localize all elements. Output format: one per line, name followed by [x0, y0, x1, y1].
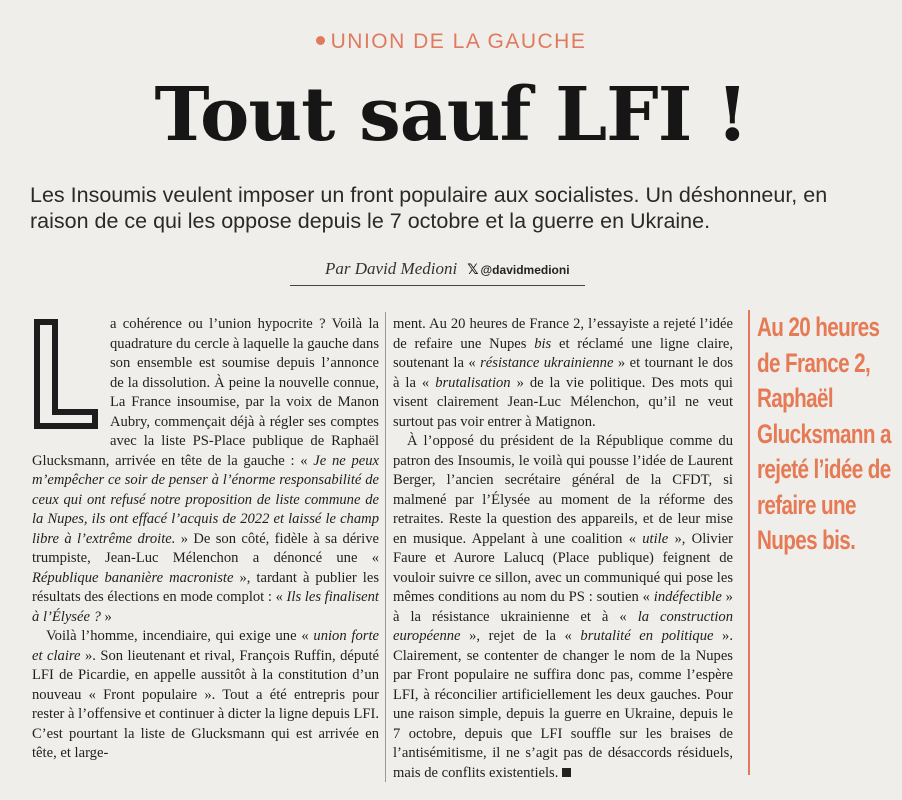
end-mark-icon	[562, 768, 571, 777]
dropcap	[32, 317, 102, 442]
col1-paragraph-1: a cohérence ou l’union hypocrite ? Voilà la quadrature du cercle à laquelle la gauche dans son ensemble est soumise depuis l’annonce de la dissolution. À peine la nouvelle connue, La France insoumise, par la voix de Manon Aubry, commençait déjà à régler ses comptes avec la liste PS-Place publique de Raphaël Glucksmann, arrivée en tête de la gauche : « Je ne peux m’empêcher ce soir de penser à l’énorme responsabilité de ceux qui ont refusé notre proposition de liste commune de la Nupes, ils ont effacé l’acquis de 2022 et laissé le champ libre à l’extrême droite. » De son côté, fidèle à sa dérive trumpiste, Jean-Luc Mélenchon a dénoncé une « République bananière macroniste », tardant à publier les résultats des élections en mode complot : « Ils les finalisent à l’Élysée ? »	[32, 316, 379, 625]
byline-author: Par David Medioni	[325, 259, 458, 278]
col1-paragraph-2: Voilà l’homme, incendiaire, qui exige une « union forte et claire ». Son lieutenant et rival, François Ruffin, député LFI de Picardie, en appelle aussitôt à la constitution d’un nouveau « Front populaire ». Tout a été entrepris pour rester à l’offensive et continuer à dicter la ligne depuis LFI. C’est pourtant la liste de Glucksmann qui est arrivée en tête, et large-	[32, 628, 380, 761]
pull-quote	[748, 310, 902, 775]
byline-divider	[290, 285, 585, 286]
rubric	[0, 30, 902, 54]
byline	[325, 259, 570, 279]
x-logo-icon[interactable]: 𝕏	[467, 262, 479, 278]
deck: Les Insoumis veulent imposer un front populaire aux socialistes. Un déshonneur, en raison de ce qui les oppose depuis le 7 octobre et la guerre en Ukraine.	[30, 183, 828, 233]
column-divider	[385, 312, 386, 782]
headline: Tout sauf LFI !	[154, 72, 748, 158]
rubric-label: UNION DE LA GAUCHE	[330, 30, 587, 53]
article-column-2	[393, 315, 733, 783]
pull-quote-text: Au 20 heures de France 2, Raphaël Glucksmann a rejeté l’idée de refaire une Nupes bis.	[757, 312, 891, 555]
byline-handle[interactable]: @davidmedioni	[480, 263, 570, 277]
bullet-dot-icon	[316, 36, 325, 45]
col2-paragraph-1: ment. Au 20 heures de France 2, l’essayiste a rejeté l’idée de refaire une Nupes bis et réclamé une ligne claire, soutenant la « résistance ukrainienne » et tournant le dos à la « brutalisation » de la vie politique. Des mots qui visent clairement Jean-Luc Mélenchon, qu’il ne veut surtout pas voir entrer à Matignon.	[393, 316, 733, 430]
article-column-1	[32, 315, 379, 764]
col2-paragraph-2: À l’opposé du président de la République comme du patron des Insoumis, le voilà qui pousse l’idée de Laurent Berger, l’ancien secrétaire général de la CFDT, si malmené par l’Élysée au moment de la réforme des retraites. Reste la question des appareils, et de leur mise en musique. Appelant à une coalition « utile », Olivier Faure et Aurore Lalucq (Place publique) feignent de vouloir suivre ce sillon, avec un communiqué qui pose les mêmes conditions au nom du PS : soutien « indéfectible » à la résistance ukrainienne et à « la construction européenne », rejet de la « brutalité en politique ». Clairement, se contenter de changer le nom de la Nupes par Front populaire ne suffira donc pas, comme l’espère LFI, à réconcilier artificiellement les deux gauches. Pour une raison simple, depuis la guerre en Ukraine, depuis le 7 octobre, depuis que LFI souffle sur les braises de l’antisémitisme, il ne s’agit pas de désaccords résiduels, mais de conflits existentiels.	[393, 433, 733, 781]
